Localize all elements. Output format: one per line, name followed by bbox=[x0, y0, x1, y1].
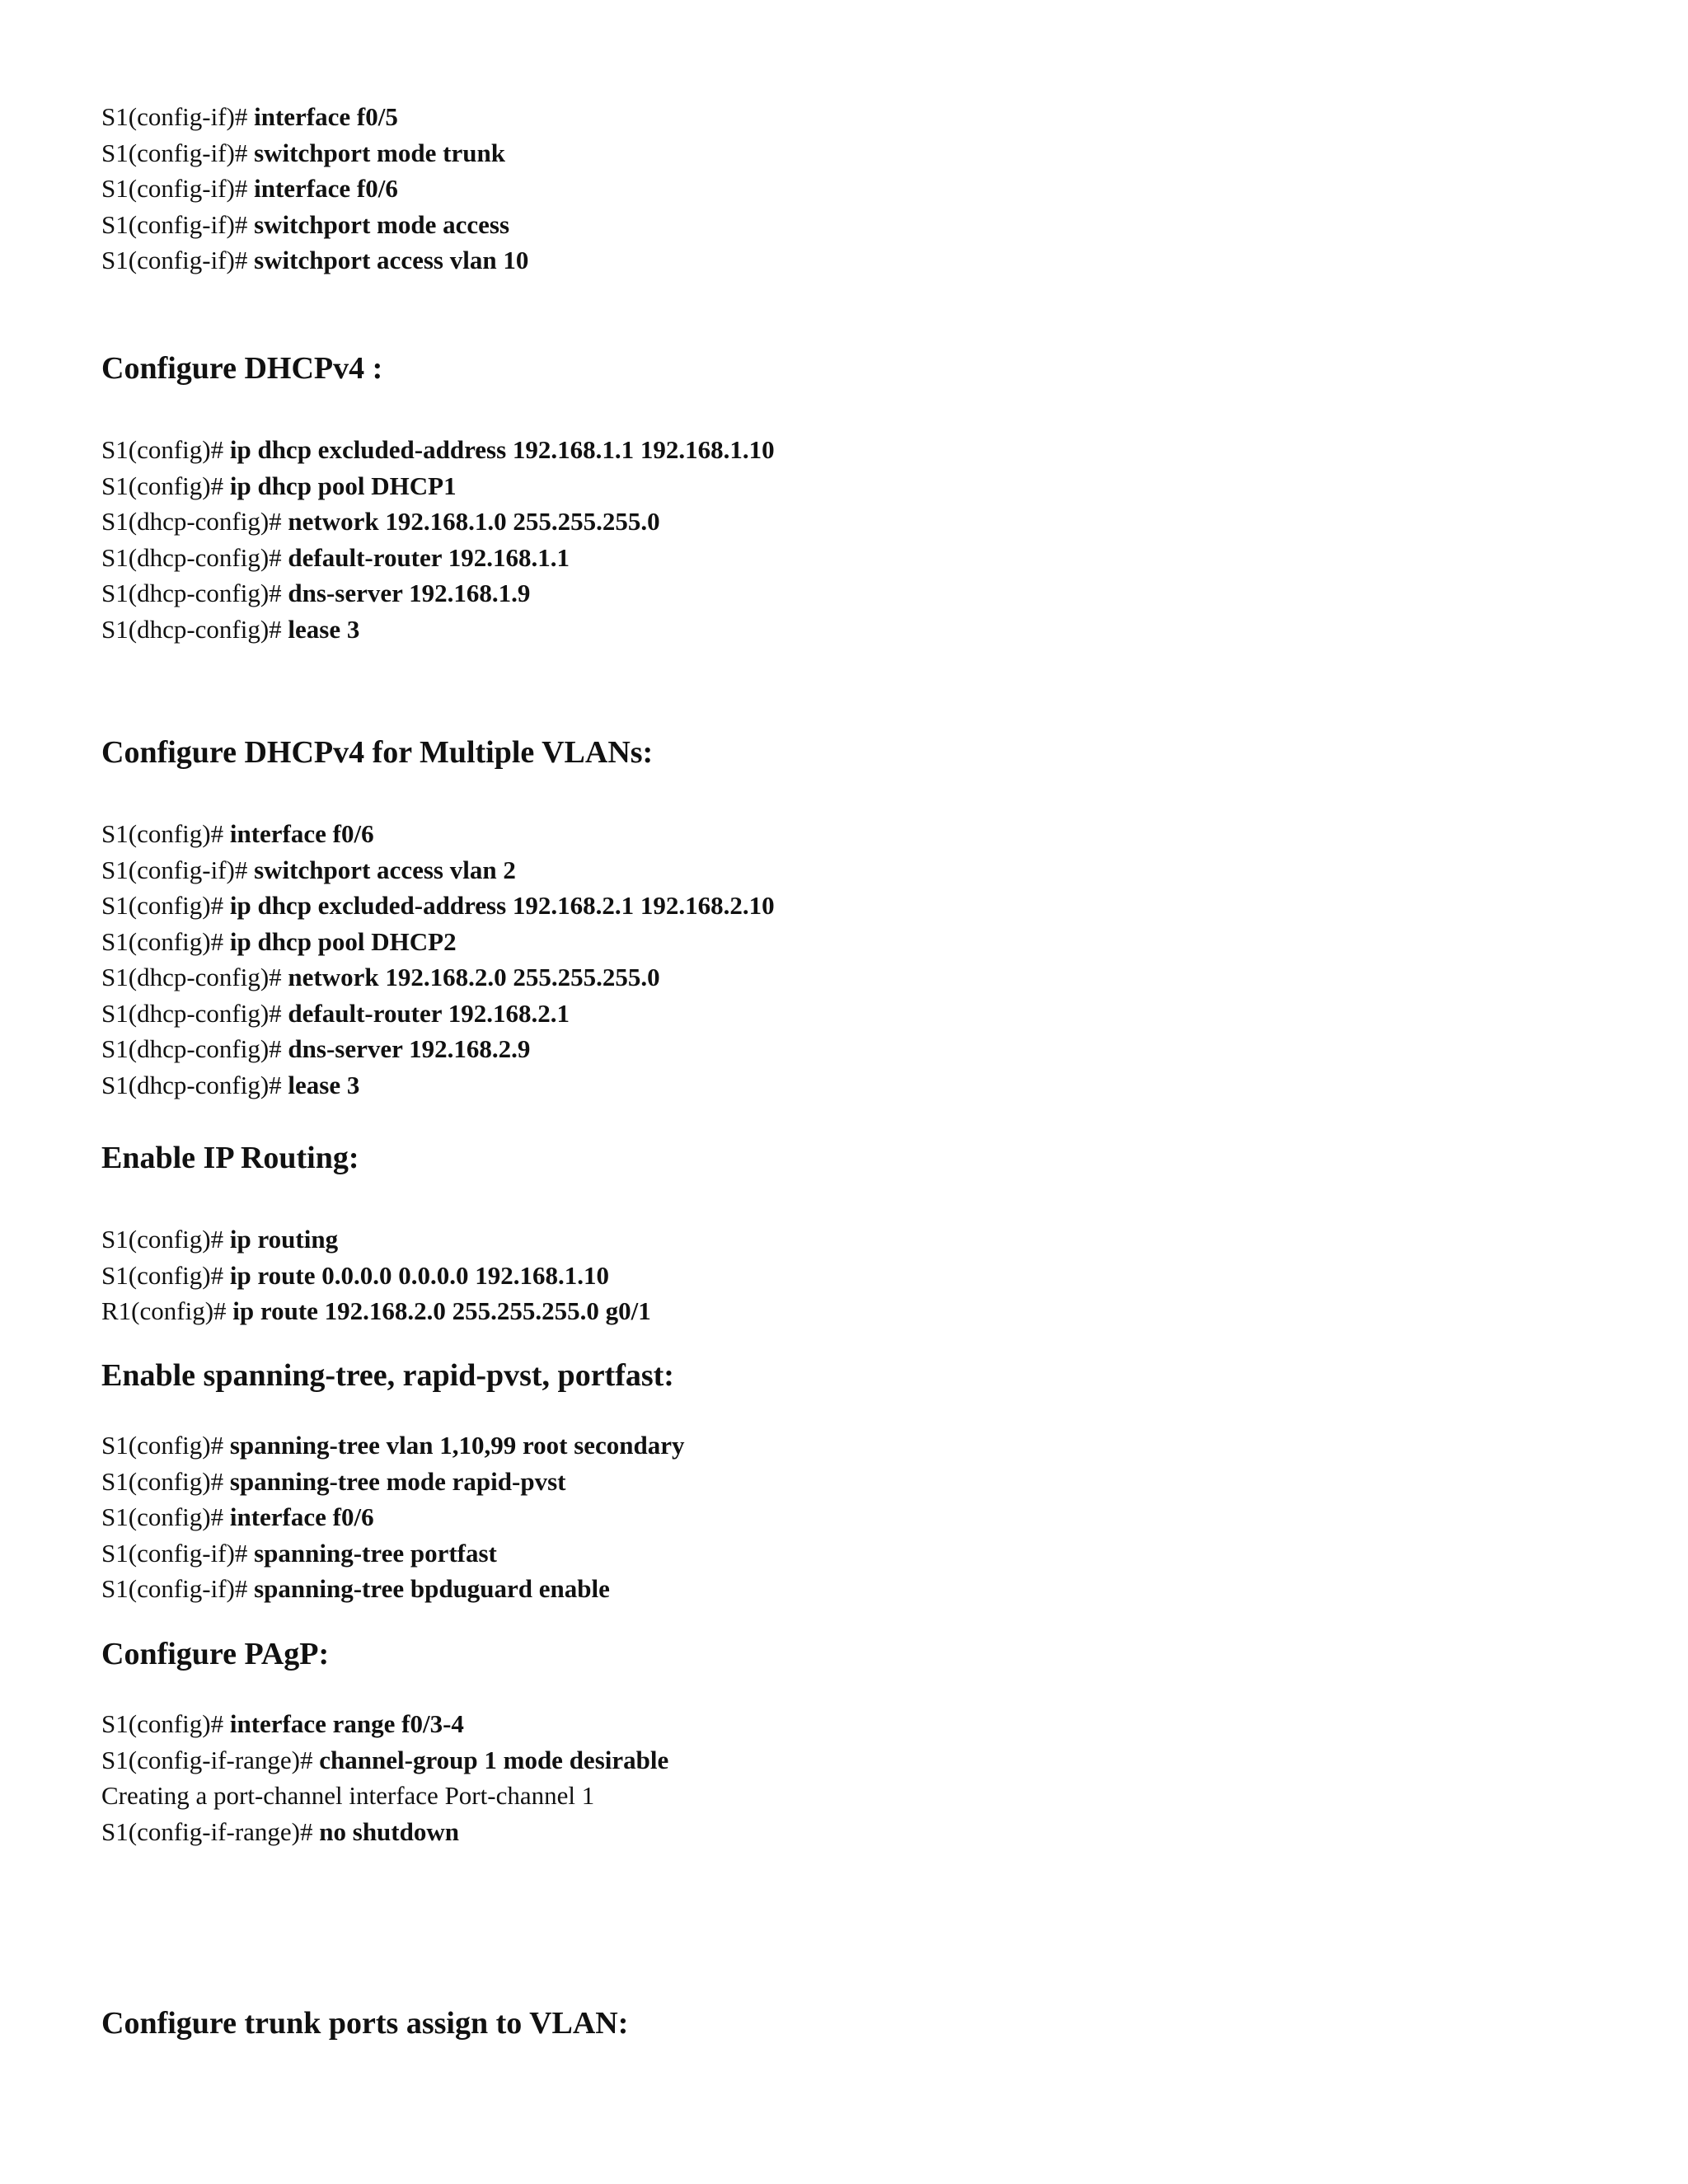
prompt: S1(dhcp-config)# bbox=[101, 615, 288, 644]
config-line bbox=[101, 1535, 497, 1572]
config-line bbox=[101, 207, 509, 243]
prompt: R1(config)# bbox=[101, 1296, 233, 1325]
config-line bbox=[101, 1814, 459, 1850]
section-heading: Configure trunk ports assign to VLAN: bbox=[101, 2006, 629, 2041]
config-line bbox=[101, 888, 775, 924]
config-line bbox=[101, 432, 775, 468]
prompt: S1(config-if-range)# bbox=[101, 1746, 320, 1774]
prompt: S1(config)# bbox=[101, 471, 230, 500]
command: channel-group 1 mode desirable bbox=[319, 1746, 669, 1774]
command: interface f0/6 bbox=[229, 1502, 374, 1531]
config-line bbox=[101, 1706, 464, 1742]
command: ip route 192.168.2.0 255.255.255.0 g0/1 bbox=[232, 1296, 651, 1325]
prompt: S1(config-if)# bbox=[101, 1574, 255, 1603]
output-text: Creating a port-channel interface Port-channel 1 bbox=[101, 1781, 595, 1810]
prompt: S1(config)# bbox=[101, 1431, 230, 1460]
prompt: S1(dhcp-config)# bbox=[101, 579, 288, 607]
command: default-router 192.168.2.1 bbox=[288, 999, 570, 1028]
prompt: S1(config)# bbox=[101, 1709, 230, 1738]
config-line bbox=[101, 135, 505, 171]
command: switchport mode access bbox=[254, 210, 510, 239]
config-line bbox=[101, 1571, 610, 1607]
command: dns-server 192.168.1.9 bbox=[288, 579, 531, 607]
prompt: S1(config)# bbox=[101, 891, 230, 920]
command: spanning-tree vlan 1,10,99 root secondary bbox=[229, 1431, 685, 1460]
config-line bbox=[101, 468, 457, 504]
prompt: S1(dhcp-config)# bbox=[101, 543, 288, 572]
prompt: S1(config)# bbox=[101, 1467, 230, 1496]
prompt: S1(dhcp-config)# bbox=[101, 999, 288, 1028]
command: ip dhcp excluded-address 192.168.2.1 192.168.2.10 bbox=[229, 891, 775, 920]
command: spanning-tree bpduguard enable bbox=[254, 1574, 610, 1603]
config-line bbox=[101, 924, 457, 960]
config-line bbox=[101, 1499, 374, 1535]
prompt: S1(config-if-range)# bbox=[101, 1817, 320, 1846]
config-line bbox=[101, 852, 516, 888]
command: network 192.168.1.0 255.255.255.0 bbox=[288, 507, 660, 536]
prompt: S1(config)# bbox=[101, 1225, 230, 1254]
prompt: S1(dhcp-config)# bbox=[101, 963, 288, 991]
command: ip routing bbox=[229, 1225, 339, 1254]
output-line bbox=[101, 1778, 594, 1814]
config-line bbox=[101, 540, 570, 576]
config-line bbox=[101, 1031, 530, 1067]
command: switchport access vlan 2 bbox=[254, 855, 516, 884]
config-line bbox=[101, 816, 374, 852]
command: switchport access vlan 10 bbox=[254, 246, 529, 274]
config-line bbox=[101, 504, 660, 540]
command: interface f0/6 bbox=[229, 819, 374, 848]
prompt: S1(config-if)# bbox=[101, 1539, 255, 1568]
command: network 192.168.2.0 255.255.255.0 bbox=[288, 963, 660, 991]
command: interface range f0/3-4 bbox=[229, 1709, 464, 1738]
config-line bbox=[101, 1067, 359, 1104]
command: no shutdown bbox=[319, 1817, 459, 1846]
section-heading: Configure DHCPv4 : bbox=[101, 351, 383, 386]
command: interface f0/6 bbox=[254, 174, 398, 203]
section-heading: Configure PAgP: bbox=[101, 1637, 330, 1671]
config-line bbox=[101, 996, 570, 1032]
config-line bbox=[101, 959, 660, 996]
prompt: S1(config)# bbox=[101, 435, 230, 464]
prompt: S1(dhcp-config)# bbox=[101, 507, 288, 536]
config-line bbox=[101, 575, 530, 612]
command: interface f0/5 bbox=[254, 102, 398, 131]
command: lease 3 bbox=[288, 1071, 360, 1099]
command: ip dhcp excluded-address 192.168.1.1 192.168.1.10 bbox=[229, 435, 775, 464]
prompt: S1(config-if)# bbox=[101, 246, 255, 274]
config-line bbox=[101, 612, 359, 648]
config-line bbox=[101, 242, 528, 279]
section-heading: Enable IP Routing: bbox=[101, 1141, 359, 1175]
command: dns-server 192.168.2.9 bbox=[288, 1034, 531, 1063]
config-line bbox=[101, 1427, 685, 1464]
command: ip dhcp pool DHCP1 bbox=[229, 471, 457, 500]
prompt: S1(config-if)# bbox=[101, 102, 255, 131]
config-line bbox=[101, 1258, 609, 1294]
config-line bbox=[101, 1464, 565, 1500]
prompt: S1(dhcp-config)# bbox=[101, 1071, 288, 1099]
config-line bbox=[101, 1742, 668, 1779]
section-heading: Configure DHCPv4 for Multiple VLANs: bbox=[101, 735, 654, 770]
command: spanning-tree mode rapid-pvst bbox=[229, 1467, 566, 1496]
config-line bbox=[101, 1293, 651, 1329]
command: default-router 192.168.1.1 bbox=[288, 543, 570, 572]
prompt: S1(dhcp-config)# bbox=[101, 1034, 288, 1063]
prompt: S1(config)# bbox=[101, 927, 230, 956]
command: lease 3 bbox=[288, 615, 360, 644]
prompt: S1(config-if)# bbox=[101, 855, 255, 884]
prompt: S1(config-if)# bbox=[101, 138, 255, 167]
prompt: S1(config)# bbox=[101, 1502, 230, 1531]
command: ip dhcp pool DHCP2 bbox=[229, 927, 457, 956]
prompt: S1(config)# bbox=[101, 819, 230, 848]
config-line bbox=[101, 1221, 338, 1258]
section-heading: Enable spanning-tree, rapid-pvst, portfast: bbox=[101, 1358, 674, 1393]
prompt: S1(config)# bbox=[101, 1261, 230, 1290]
config-line bbox=[101, 171, 398, 207]
config-line bbox=[101, 99, 398, 135]
prompt: S1(config-if)# bbox=[101, 210, 255, 239]
prompt: S1(config-if)# bbox=[101, 174, 255, 203]
command: ip route 0.0.0.0 0.0.0.0 192.168.1.10 bbox=[229, 1261, 609, 1290]
command: spanning-tree portfast bbox=[254, 1539, 497, 1568]
command: switchport mode trunk bbox=[254, 138, 505, 167]
